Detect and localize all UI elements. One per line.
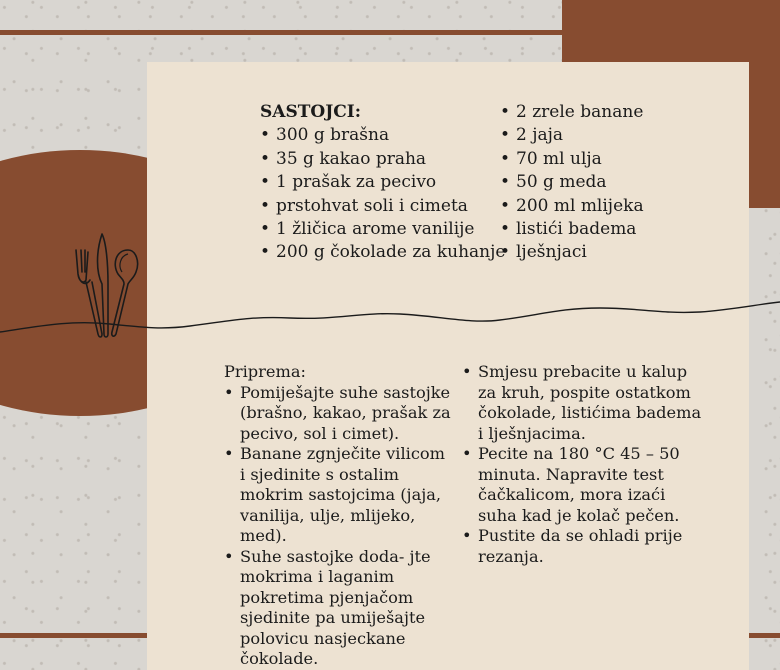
list-item: • 70 ml ulja xyxy=(500,148,644,171)
ingredients-column-2 xyxy=(500,101,644,265)
ingredients-heading: SASTOJCI: xyxy=(260,102,362,122)
cutlery-icon xyxy=(66,222,146,342)
preparation-steps-1 xyxy=(224,383,454,670)
list-item: • 200 g čokolade za kuhanje xyxy=(260,241,505,264)
list-item: • 35 g kakao praha xyxy=(260,148,505,171)
list-item: • 300 g brašna xyxy=(260,124,505,147)
ingredients-column-1 xyxy=(260,101,505,265)
list-item: • Banane zgnječite vilicom i sjedinite s ostalim mokrim sastojcima (jaja, vanilija, ulje, mlijeko, med). xyxy=(224,444,454,547)
ingredients-list-1 xyxy=(260,124,505,264)
list-item: • listići badema xyxy=(500,218,644,241)
list-item: • 200 ml mlijeka xyxy=(500,195,644,218)
list-item: • prstohvat soli i cimeta xyxy=(260,195,505,218)
list-item: • 1 prašak za pecivo xyxy=(260,171,505,194)
list-item: • lješnjaci xyxy=(500,241,644,264)
list-item: • Smjesu prebacite u kalup za kruh, pospite ostatkom čokolade, listićima badema i lješnjacima. xyxy=(462,362,702,444)
preparation-steps-2 xyxy=(462,362,702,567)
preparation-column-1 xyxy=(224,362,454,670)
list-item: • 1 žličica arome vanilije xyxy=(260,218,505,241)
preparation-heading: Priprema: xyxy=(224,362,306,381)
list-item: • Pustite da se ohladi prije rezanja. xyxy=(462,526,702,567)
list-item: • Pecite na 180 °C 45 – 50 minuta. Napravite test čačkalicom, mora izaći suha kad je kolač pečen. xyxy=(462,444,702,526)
list-item: • Pomiješajte suhe sastojke (brašno, kakao, prašak za pecivo, sol i cimet). xyxy=(224,383,454,445)
list-item: • 2 zrele banane xyxy=(500,101,644,124)
list-item: • Suhe sastojke doda- jte mokrima i laganim pokretima pjenjačom sjedinite pa umiješajte polovicu nasjeckane čokolade. xyxy=(224,547,454,670)
ingredients-list-2 xyxy=(500,101,644,265)
list-item: • 2 jaja xyxy=(500,124,644,147)
preparation-column-2 xyxy=(462,362,702,567)
list-item: • 50 g meda xyxy=(500,171,644,194)
